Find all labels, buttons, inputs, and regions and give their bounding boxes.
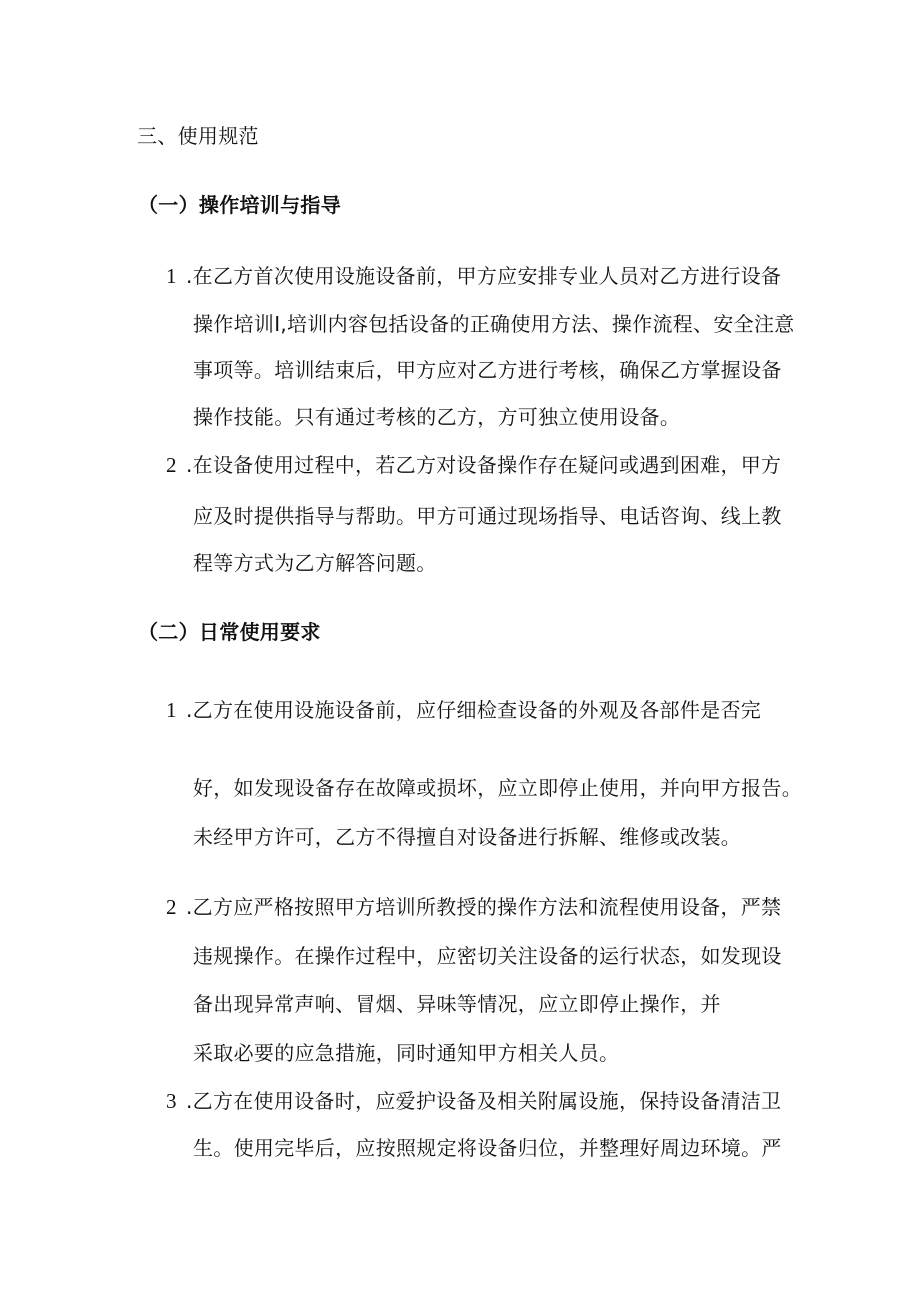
paragraph-line: .在乙方首次使用设施设备前，甲方应安排专业人员对乙方进行设备: [186, 264, 782, 288]
paragraph-line: .乙方在使用设备时，应爱护设备及相关附属设施，保持设备清洁卫: [186, 1089, 782, 1113]
paragraph-line: .乙方应严格按照甲方培训所教授的操作方法和流程使用设备，严禁: [186, 895, 782, 919]
paragraph-line: 程等方式为乙方解答问题。: [193, 551, 437, 575]
list-item-number: 2: [166, 453, 177, 477]
list-item-number: 1: [166, 698, 177, 722]
subsection-heading-2: （二）日常使用要求: [138, 620, 321, 644]
paragraph-line: 应及时提供指导与帮助。甲方可通过现场指导、电话咨询、线上教: [193, 504, 782, 528]
paragraph-line: 违规操作。在操作过程中，应密切关注设备的运行状态，如发现设: [193, 944, 782, 968]
list-item-number: 2: [166, 895, 177, 919]
paragraph-line: 操作培训I,培训内容包括设备的正确使用方法、操作流程、安全注意: [193, 312, 795, 336]
paragraph-line: 备出现异常声响、冒烟、异味等情况，应立即停止操作，并: [193, 992, 721, 1016]
list-item-number: 3: [166, 1089, 177, 1113]
paragraph-line: .乙方在使用设施设备前，应仔细检查设备的外观及各部件是否完: [186, 698, 762, 722]
paragraph-line: 采取必要的应急措施，同时通知甲方相关人员。: [193, 1041, 620, 1065]
list-item-number: 1: [166, 264, 177, 288]
paragraph-line: .在设备使用过程中，若乙方对设备操作存在疑问或遇到困难，甲方: [186, 453, 782, 477]
paragraph-line: 生。使用完毕后，应按照规定将设备归位，并整理好周边环境。严: [193, 1136, 782, 1160]
section-title: 三、使用规范: [137, 124, 259, 148]
paragraph-line: 事项等。培训结束后，甲方应对乙方进行考核，确保乙方掌握设备: [193, 358, 782, 382]
paragraph-line: 操作技能。只有通过考核的乙方，方可独立使用设备。: [193, 405, 681, 429]
paragraph-line: 未经甲方许可，乙方不得擅自对设备进行拆解、维修或改装。: [193, 825, 742, 849]
subsection-heading-1: （一）操作培训与指导: [138, 193, 341, 217]
paragraph-line: 好，如发现设备存在故障或损坏，应立即停止使用，并向甲方报告。: [193, 776, 802, 800]
